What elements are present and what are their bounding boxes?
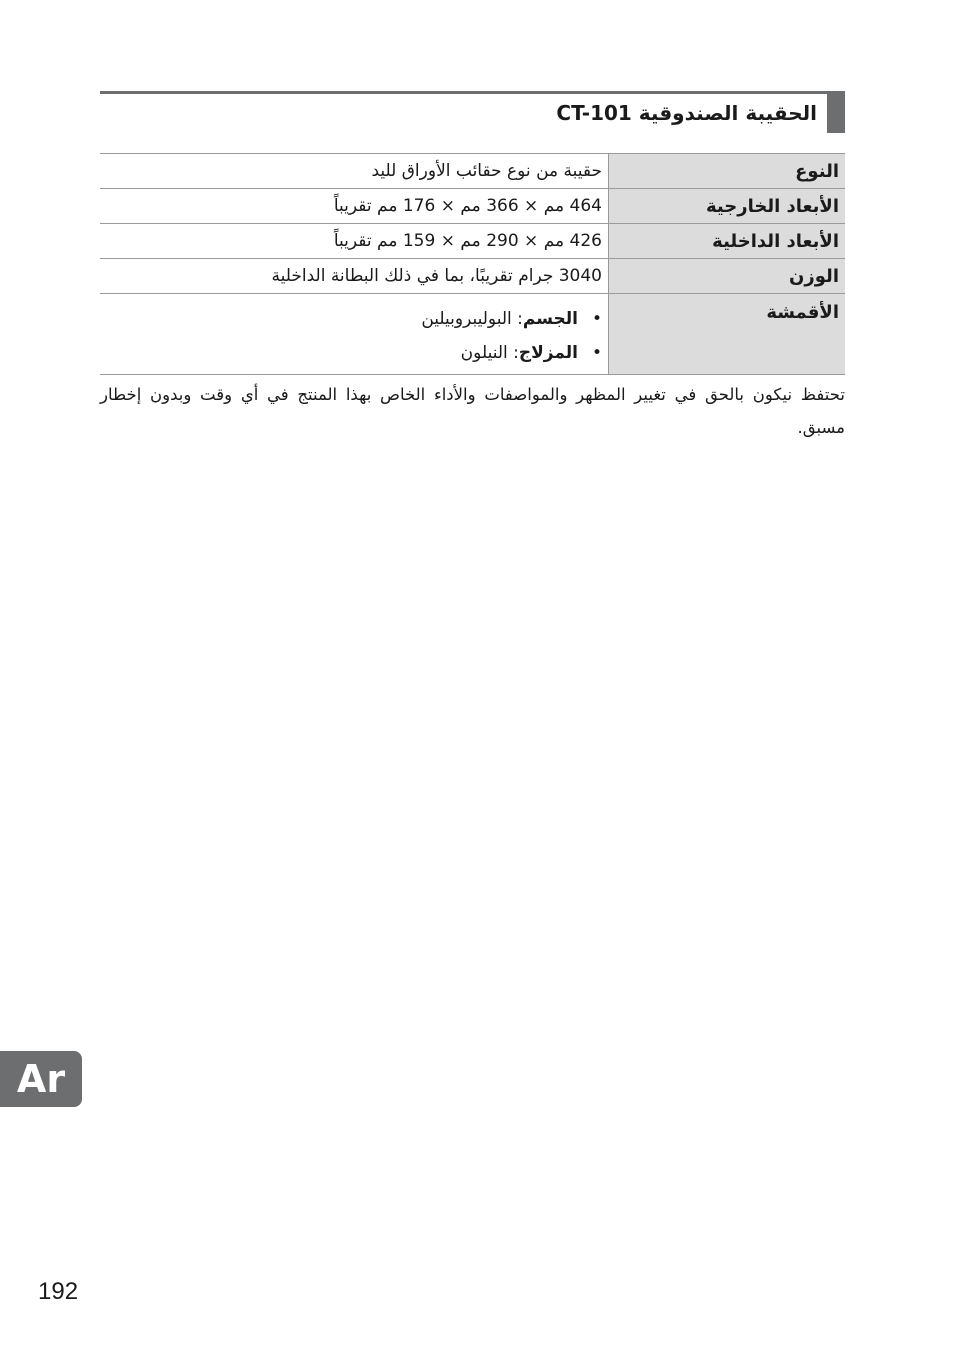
spec-value-weight: 3040 جرام تقريبًا، بما في ذلك البطانة الداخلية [100, 259, 609, 294]
spec-label-weight: الوزن [609, 259, 846, 294]
specifications-table [100, 153, 845, 375]
spec-label-materials: الأقمشة [609, 294, 846, 375]
material-value: : البوليبروبيلين [421, 309, 523, 329]
material-part-name: الجسم [522, 309, 578, 329]
spec-label-outer-dimensions: الأبعاد الخارجية [609, 189, 846, 224]
spec-value-type: حقيبة من نوع حقائب الأوراق لليد [100, 154, 609, 189]
section-title: الحقيبة الصندوقية CT-101 [556, 101, 817, 125]
table-row [100, 189, 845, 224]
section-header [100, 91, 845, 133]
page-number: 192 [38, 1278, 79, 1305]
spec-value-inner-dimensions: 426 مم × 290 مم × 159 مم تقريباً [100, 224, 609, 259]
materials-list [106, 302, 602, 370]
table-row [100, 294, 845, 375]
section-header-bar [827, 91, 845, 133]
language-tab: Ar [0, 1051, 82, 1107]
material-value: : النيلون [460, 343, 519, 363]
list-item [106, 336, 602, 370]
table-row [100, 259, 845, 294]
material-part-name: المزلاج [518, 343, 578, 363]
spec-value-outer-dimensions: 464 مم × 366 مم × 176 مم تقريباً [100, 189, 609, 224]
spec-label-type: النوع [609, 154, 846, 189]
spec-value-materials [100, 294, 609, 375]
table-row [100, 154, 845, 189]
bullet: • [591, 343, 602, 363]
bullet: • [591, 309, 602, 329]
spec-label-inner-dimensions: الأبعاد الداخلية [609, 224, 846, 259]
disclaimer-note: تحتفظ نيكون بالحق في تغيير المظهر والمواصفات والأداء الخاص بهذا المنتج في أي وقت وبدون إخطار مسبق. [100, 385, 845, 437]
list-item [106, 302, 602, 336]
table-row [100, 224, 845, 259]
